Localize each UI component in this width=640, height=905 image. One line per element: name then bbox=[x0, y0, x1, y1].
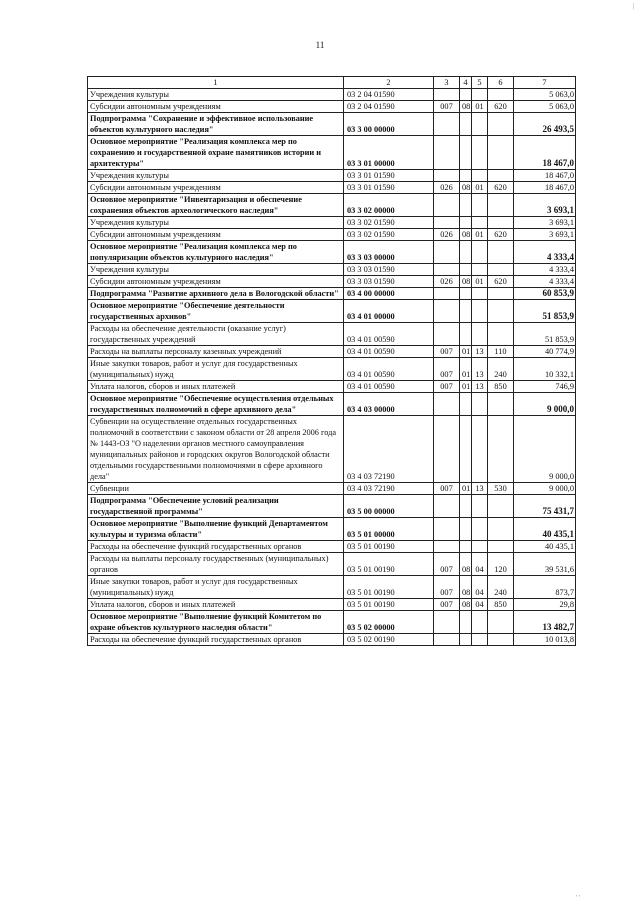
row-pr bbox=[472, 300, 488, 323]
row-kvr bbox=[488, 170, 514, 182]
row-sum: 39 531,6 bbox=[514, 553, 576, 576]
row-kvr bbox=[488, 416, 514, 483]
table-row bbox=[88, 288, 576, 300]
corner-mark-bottom: ' ' bbox=[575, 894, 580, 902]
row-sum: 40 435,1 bbox=[514, 541, 576, 553]
row-rz: 01 bbox=[460, 381, 472, 393]
table-row bbox=[88, 264, 576, 276]
row-name: Субсидии автономным учреждениям bbox=[88, 229, 344, 241]
row-sum: 26 493,5 bbox=[514, 113, 576, 136]
row-pr: 01 bbox=[472, 182, 488, 194]
row-rz bbox=[460, 611, 472, 634]
table-row bbox=[88, 611, 576, 634]
row-rz bbox=[460, 495, 472, 518]
row-code: 03 3 01 00000 bbox=[344, 136, 434, 170]
row-vr: 007 bbox=[434, 553, 460, 576]
row-code: 03 3 02 01590 bbox=[344, 217, 434, 229]
row-name: Расходы на обеспечение деятельности (оказание услуг) государственных учреждений bbox=[88, 323, 344, 346]
row-rz bbox=[460, 113, 472, 136]
row-sum: 60 853,9 bbox=[514, 288, 576, 300]
row-kvr: 120 bbox=[488, 553, 514, 576]
row-code: 03 5 01 00190 bbox=[344, 553, 434, 576]
row-pr: 01 bbox=[472, 229, 488, 241]
row-vr bbox=[434, 241, 460, 264]
table-row bbox=[88, 346, 576, 358]
table-row bbox=[88, 634, 576, 646]
row-rz bbox=[460, 518, 472, 541]
row-name: Подпрограмма "Обеспечение условий реализации государственной программы" bbox=[88, 495, 344, 518]
table-row bbox=[88, 136, 576, 170]
table-row bbox=[88, 101, 576, 113]
row-code: 03 3 03 01590 bbox=[344, 264, 434, 276]
table-row bbox=[88, 217, 576, 229]
row-rz: 08 bbox=[460, 599, 472, 611]
row-sum: 9 000,0 bbox=[514, 393, 576, 416]
row-sum: 5 063,0 bbox=[514, 101, 576, 113]
table-row bbox=[88, 229, 576, 241]
row-name: Расходы на обеспечение функций государственных органов bbox=[88, 541, 344, 553]
table-row bbox=[88, 182, 576, 194]
row-kvr bbox=[488, 241, 514, 264]
row-code: 03 4 03 72190 bbox=[344, 483, 434, 495]
row-sum: 10 013,8 bbox=[514, 634, 576, 646]
row-sum: 3 693,1 bbox=[514, 194, 576, 217]
table-row bbox=[88, 518, 576, 541]
row-vr: 026 bbox=[434, 182, 460, 194]
row-code: 03 4 01 00590 bbox=[344, 381, 434, 393]
row-vr bbox=[434, 300, 460, 323]
row-sum: 18 467,0 bbox=[514, 170, 576, 182]
row-kvr bbox=[488, 495, 514, 518]
row-name: Учреждения культуры bbox=[88, 89, 344, 101]
table-body bbox=[88, 89, 576, 646]
row-sum: 29,8 bbox=[514, 599, 576, 611]
row-pr bbox=[472, 634, 488, 646]
row-code: 03 4 01 00590 bbox=[344, 323, 434, 346]
header-col-2: 2 bbox=[344, 77, 434, 89]
row-pr: 04 bbox=[472, 599, 488, 611]
row-vr bbox=[434, 495, 460, 518]
row-vr bbox=[434, 393, 460, 416]
row-kvr: 530 bbox=[488, 483, 514, 495]
row-kvr bbox=[488, 518, 514, 541]
row-rz bbox=[460, 634, 472, 646]
header-row bbox=[88, 77, 576, 89]
row-name: Иные закупки товаров, работ и услуг для государственных (муниципальных) нужд bbox=[88, 358, 344, 381]
table-row bbox=[88, 323, 576, 346]
row-rz: 08 bbox=[460, 101, 472, 113]
row-name: Подпрограмма "Развитие архивного дела в Вологодской области" bbox=[88, 288, 344, 300]
table-row bbox=[88, 416, 576, 483]
row-kvr: 850 bbox=[488, 381, 514, 393]
row-name: Учреждения культуры bbox=[88, 217, 344, 229]
row-name: Расходы на выплаты персоналу казенных учреждений bbox=[88, 346, 344, 358]
row-code: 03 5 01 00190 bbox=[344, 599, 434, 611]
row-rz: 01 bbox=[460, 358, 472, 381]
row-kvr: 620 bbox=[488, 101, 514, 113]
row-pr bbox=[472, 288, 488, 300]
row-pr bbox=[472, 217, 488, 229]
header-col-5: 5 bbox=[472, 77, 488, 89]
row-kvr: 620 bbox=[488, 229, 514, 241]
table-row bbox=[88, 576, 576, 599]
row-kvr bbox=[488, 634, 514, 646]
row-vr: 007 bbox=[434, 381, 460, 393]
row-rz bbox=[460, 194, 472, 217]
table-row bbox=[88, 381, 576, 393]
row-vr: 007 bbox=[434, 101, 460, 113]
row-pr: 13 bbox=[472, 381, 488, 393]
row-vr: 026 bbox=[434, 229, 460, 241]
row-pr bbox=[472, 611, 488, 634]
row-code: 03 5 01 00190 bbox=[344, 576, 434, 599]
row-code: 03 5 01 00000 bbox=[344, 518, 434, 541]
row-sum: 13 482,7 bbox=[514, 611, 576, 634]
row-kvr bbox=[488, 323, 514, 346]
row-pr bbox=[472, 393, 488, 416]
row-code: 03 4 03 72190 bbox=[344, 416, 434, 483]
row-pr bbox=[472, 113, 488, 136]
row-sum: 18 467,0 bbox=[514, 136, 576, 170]
row-kvr bbox=[488, 217, 514, 229]
row-sum: 4 333,4 bbox=[514, 276, 576, 288]
table-row bbox=[88, 599, 576, 611]
row-sum: 18 467,0 bbox=[514, 182, 576, 194]
row-sum: 9 000,0 bbox=[514, 416, 576, 483]
row-rz: 01 bbox=[460, 483, 472, 495]
row-vr bbox=[434, 518, 460, 541]
row-vr bbox=[434, 634, 460, 646]
row-rz bbox=[460, 541, 472, 553]
header-col-3: 3 bbox=[434, 77, 460, 89]
row-pr: 01 bbox=[472, 101, 488, 113]
row-kvr: 850 bbox=[488, 599, 514, 611]
row-kvr: 620 bbox=[488, 182, 514, 194]
row-vr bbox=[434, 194, 460, 217]
row-rz bbox=[460, 89, 472, 101]
row-sum: 51 853,9 bbox=[514, 323, 576, 346]
row-kvr: 240 bbox=[488, 576, 514, 599]
row-rz: 08 bbox=[460, 229, 472, 241]
row-code: 03 3 03 00000 bbox=[344, 241, 434, 264]
row-sum: 40 435,1 bbox=[514, 518, 576, 541]
row-pr bbox=[472, 170, 488, 182]
row-vr bbox=[434, 170, 460, 182]
row-vr bbox=[434, 89, 460, 101]
row-sum: 5 063,0 bbox=[514, 89, 576, 101]
table-row bbox=[88, 495, 576, 518]
row-code: 03 3 01 01590 bbox=[344, 170, 434, 182]
row-sum: 51 853,9 bbox=[514, 300, 576, 323]
row-rz: 08 bbox=[460, 553, 472, 576]
row-name: Основное мероприятие "Реализация комплекса мер по популяризации объектов культурного наследия" bbox=[88, 241, 344, 264]
row-pr bbox=[472, 518, 488, 541]
row-kvr: 620 bbox=[488, 276, 514, 288]
row-sum: 873,7 bbox=[514, 576, 576, 599]
row-code: 03 3 02 01590 bbox=[344, 229, 434, 241]
row-kvr: 240 bbox=[488, 358, 514, 381]
row-rz bbox=[460, 288, 472, 300]
row-kvr bbox=[488, 194, 514, 217]
row-vr bbox=[434, 541, 460, 553]
row-rz bbox=[460, 136, 472, 170]
row-kvr bbox=[488, 611, 514, 634]
row-kvr bbox=[488, 89, 514, 101]
row-rz bbox=[460, 264, 472, 276]
row-name: Подпрограмма "Сохранение и эффективное использование объектов культурного наследия" bbox=[88, 113, 344, 136]
row-kvr bbox=[488, 113, 514, 136]
row-pr: 04 bbox=[472, 553, 488, 576]
row-vr: 007 bbox=[434, 599, 460, 611]
table-row bbox=[88, 393, 576, 416]
row-name: Основное мероприятие "Реализация комплекса мер по сохранению и государственной охране памятников истории и архитектуры" bbox=[88, 136, 344, 170]
row-name: Уплата налогов, сборов и иных платежей bbox=[88, 599, 344, 611]
row-kvr bbox=[488, 288, 514, 300]
header-col-7: 7 bbox=[514, 77, 576, 89]
row-name: Расходы на обеспечение функций государственных органов bbox=[88, 634, 344, 646]
row-vr bbox=[434, 136, 460, 170]
row-pr bbox=[472, 416, 488, 483]
row-code: 03 4 01 00590 bbox=[344, 358, 434, 381]
row-code: 03 3 02 00000 bbox=[344, 194, 434, 217]
row-code: 03 3 01 01590 bbox=[344, 182, 434, 194]
row-rz bbox=[460, 393, 472, 416]
table-row bbox=[88, 553, 576, 576]
budget-table bbox=[87, 76, 576, 646]
row-code: 03 4 00 00000 bbox=[344, 288, 434, 300]
row-sum: 4 333,4 bbox=[514, 264, 576, 276]
row-name: Основное мероприятие "Обеспечение деятельности государственных архивов" bbox=[88, 300, 344, 323]
row-name: Расходы на выплаты персоналу государственных (муниципальных) органов bbox=[88, 553, 344, 576]
row-rz bbox=[460, 300, 472, 323]
row-code: 03 2 04 01590 bbox=[344, 89, 434, 101]
row-vr bbox=[434, 416, 460, 483]
row-vr: 007 bbox=[434, 358, 460, 381]
row-kvr bbox=[488, 541, 514, 553]
row-name: Основное мероприятие "Выполнение функций Комитетом по охране объектов культурного наследия области" bbox=[88, 611, 344, 634]
row-rz bbox=[460, 416, 472, 483]
row-name: Субвенции bbox=[88, 483, 344, 495]
row-name: Уплата налогов, сборов и иных платежей bbox=[88, 381, 344, 393]
row-vr bbox=[434, 611, 460, 634]
row-pr bbox=[472, 323, 488, 346]
row-vr: 007 bbox=[434, 346, 460, 358]
row-rz bbox=[460, 170, 472, 182]
row-vr bbox=[434, 323, 460, 346]
row-pr: 13 bbox=[472, 358, 488, 381]
row-sum: 40 774,9 bbox=[514, 346, 576, 358]
row-pr bbox=[472, 194, 488, 217]
row-sum: 4 333,4 bbox=[514, 241, 576, 264]
row-kvr: 110 bbox=[488, 346, 514, 358]
row-vr: 007 bbox=[434, 576, 460, 599]
row-pr: 13 bbox=[472, 483, 488, 495]
row-rz bbox=[460, 323, 472, 346]
row-sum: 746,9 bbox=[514, 381, 576, 393]
row-vr bbox=[434, 113, 460, 136]
page-number: 11 bbox=[315, 40, 325, 50]
row-pr bbox=[472, 89, 488, 101]
row-code: 03 5 00 00000 bbox=[344, 495, 434, 518]
corner-mark-top: | bbox=[632, 2, 634, 10]
table-row bbox=[88, 358, 576, 381]
row-rz: 08 bbox=[460, 576, 472, 599]
table-row bbox=[88, 276, 576, 288]
row-pr bbox=[472, 264, 488, 276]
row-name: Субсидии автономным учреждениям bbox=[88, 276, 344, 288]
table-row bbox=[88, 241, 576, 264]
row-pr bbox=[472, 541, 488, 553]
header-col-6: 6 bbox=[488, 77, 514, 89]
row-name: Основное мероприятие "Выполнение функций Департаментом культуры и туризма области" bbox=[88, 518, 344, 541]
row-code: 03 5 02 00000 bbox=[344, 611, 434, 634]
row-sum: 75 431,7 bbox=[514, 495, 576, 518]
row-rz: 01 bbox=[460, 346, 472, 358]
table-row bbox=[88, 300, 576, 323]
table-row bbox=[88, 483, 576, 495]
row-rz: 08 bbox=[460, 182, 472, 194]
row-sum: 9 000,0 bbox=[514, 483, 576, 495]
row-code: 03 2 04 01590 bbox=[344, 101, 434, 113]
row-rz bbox=[460, 217, 472, 229]
header-col-4: 4 bbox=[460, 77, 472, 89]
row-sum: 3 693,1 bbox=[514, 229, 576, 241]
row-code: 03 5 02 00190 bbox=[344, 634, 434, 646]
row-pr bbox=[472, 495, 488, 518]
row-code: 03 5 01 00190 bbox=[344, 541, 434, 553]
row-vr: 007 bbox=[434, 483, 460, 495]
row-rz bbox=[460, 241, 472, 264]
table-row bbox=[88, 194, 576, 217]
row-kvr bbox=[488, 136, 514, 170]
row-name: Субвенции на осуществление отдельных государственных полномочий в соответствии с законом области от 28 апреля 2006 года № 1443-ОЗ "О наделении органов местного самоуправления муниципальных районов и городских округов Вологодской области отдельными государственными полномочиями в сфере архивного дела" bbox=[88, 416, 344, 483]
row-kvr bbox=[488, 264, 514, 276]
row-vr bbox=[434, 288, 460, 300]
row-pr: 04 bbox=[472, 576, 488, 599]
row-kvr bbox=[488, 393, 514, 416]
row-pr: 01 bbox=[472, 276, 488, 288]
row-pr bbox=[472, 136, 488, 170]
row-name: Основное мероприятие "Инвентаризация и обеспечение сохранения объектов археологического наследия" bbox=[88, 194, 344, 217]
row-code: 03 4 03 00000 bbox=[344, 393, 434, 416]
row-code: 03 3 00 00000 bbox=[344, 113, 434, 136]
row-name: Субсидии автономным учреждениям bbox=[88, 182, 344, 194]
row-name: Субсидии автономным учреждениям bbox=[88, 101, 344, 113]
table-row bbox=[88, 89, 576, 101]
row-code: 03 4 01 00590 bbox=[344, 346, 434, 358]
row-pr: 13 bbox=[472, 346, 488, 358]
row-code: 03 3 03 01590 bbox=[344, 276, 434, 288]
row-code: 03 4 01 00000 bbox=[344, 300, 434, 323]
row-name: Иные закупки товаров, работ и услуг для государственных (муниципальных) нужд bbox=[88, 576, 344, 599]
table-row bbox=[88, 541, 576, 553]
row-pr bbox=[472, 241, 488, 264]
row-sum: 3 693,1 bbox=[514, 217, 576, 229]
header-col-1: 1 bbox=[88, 77, 344, 89]
row-rz: 08 bbox=[460, 276, 472, 288]
row-name: Учреждения культуры bbox=[88, 170, 344, 182]
row-sum: 10 332,1 bbox=[514, 358, 576, 381]
row-name: Учреждения культуры bbox=[88, 264, 344, 276]
row-vr: 026 bbox=[434, 276, 460, 288]
row-kvr bbox=[488, 300, 514, 323]
row-vr bbox=[434, 217, 460, 229]
table-row bbox=[88, 113, 576, 136]
table-row bbox=[88, 170, 576, 182]
row-vr bbox=[434, 264, 460, 276]
row-name: Основное мероприятие "Обеспечение осуществления отдельных государственных полномочий в сфере архивного дела" bbox=[88, 393, 344, 416]
